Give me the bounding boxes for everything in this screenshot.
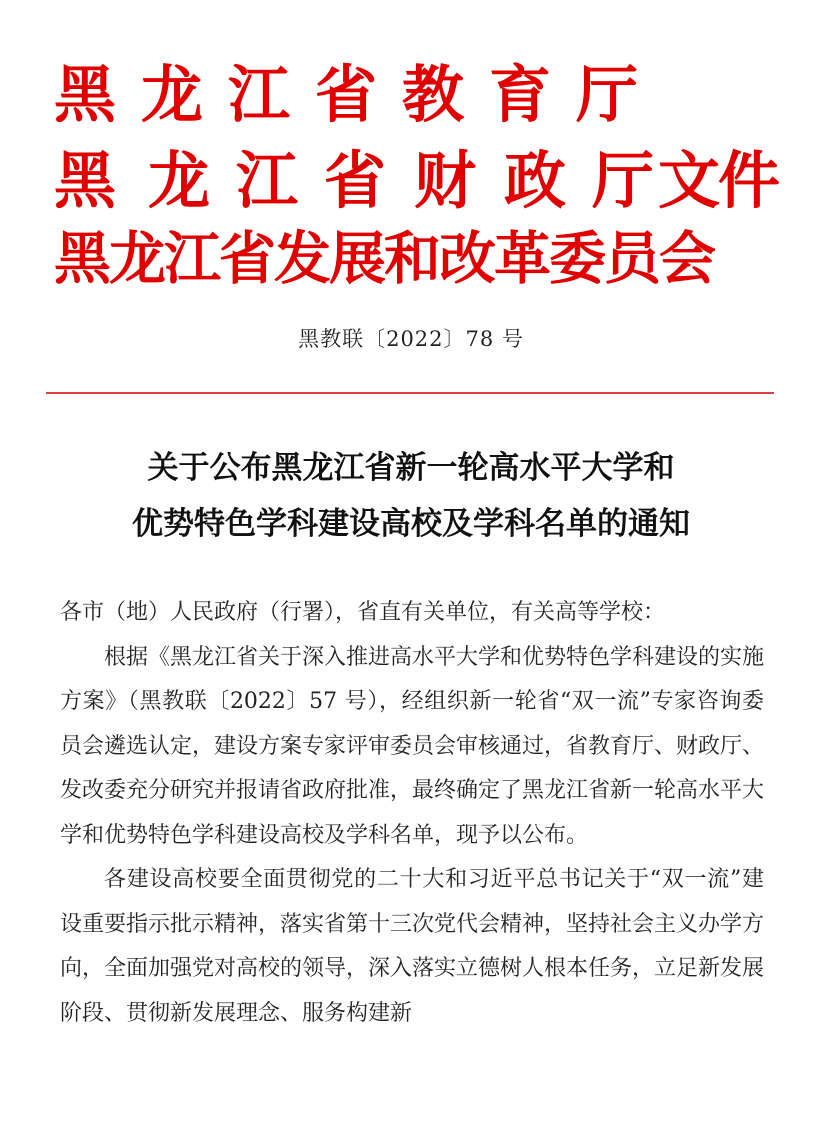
issuer-education-department: 黑龙江省教育厅 — [54, 58, 664, 131]
red-divider — [46, 392, 774, 394]
document-title-line-1: 关于公布黑龙江省新一轮高水平大学和 — [147, 450, 675, 486]
body-paragraph-1: 根据《黑龙江省关于深入推进高水平大学和优势特色学科建设的实施方案》（黑教联〔2022〕57 号），经组织新一轮省“双一流”专家咨询委员会遴选认定，建设方案专家评审委员会审核通过，省教育厅、财政厅、发改委充分研究并报请省政府批准，最终确定了黑龙江省新一轮高水平大学和优势特色学科建设高校及学科名单，现予以公布。 — [60, 644, 765, 848]
document-number: 黑教联〔2022〕78 号 — [298, 327, 524, 351]
body-paragraph-2: 各建设高校要全面贯彻党的二十大和习近平总书记关于“双一流”建设重要指示批示精神，落实省第十三次党代会精神，坚持社会主义办学方向，全面加强党对高校的领导，深入落实立德树人根本任务，立足新发展阶段、贯彻新发展理念、服务构建新 — [60, 867, 765, 1026]
issuer-char: 财 — [414, 144, 477, 217]
issuer-char: 省 — [324, 144, 387, 217]
issuer-char: 江 — [236, 144, 299, 217]
document-body — [60, 591, 764, 1036]
issuer-development-commission: 黑龙江省发展和改革委员会 — [54, 226, 714, 292]
issuer-char: 龙 — [148, 144, 211, 217]
issuer-document-suffix: 文件 — [658, 144, 779, 217]
issuer-char: 厅 — [592, 144, 655, 217]
issuer-finance-department — [54, 144, 778, 218]
issuer-char: 政 — [504, 144, 567, 217]
document-title-line-2: 优势特色学科建设高校及学科名单的通知 — [132, 506, 690, 542]
issuer-char: 黑 — [54, 144, 117, 217]
salutation: 各市（地）人民政府（行署），省直有关单位，有关高等学校： — [60, 600, 666, 625]
